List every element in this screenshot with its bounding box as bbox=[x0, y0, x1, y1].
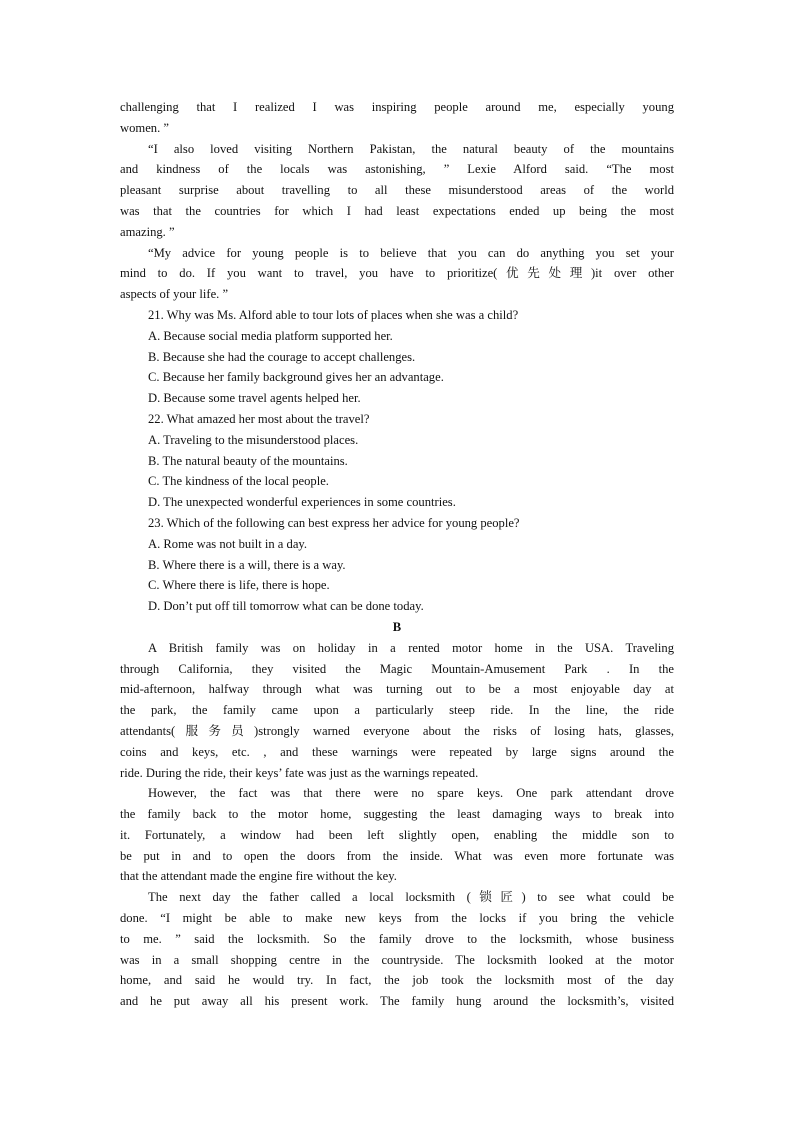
text-line: the family back to the motor home, suggesting the least damaging ways to break into bbox=[120, 807, 674, 822]
text-line: and kindness of the locals was astonishing, ” Lexie Alford said. “The most bbox=[120, 162, 674, 177]
text-line: A British family was on holiday in a rented motor home in the USA. Traveling bbox=[148, 640, 674, 655]
answer-option-a: A. Traveling to the misunderstood places. bbox=[148, 432, 359, 447]
answer-option-a: A. Because social media platform supported her. bbox=[148, 328, 393, 343]
text-line: The next day the father called a local locksmith (锁匠) to see what could be bbox=[148, 890, 674, 905]
question-22 bbox=[120, 409, 674, 513]
text-line: “My advice for young people is to believe that you can do anything you set your bbox=[148, 245, 674, 260]
text-line: amazing. ” bbox=[120, 224, 175, 239]
text-line: challenging that I realized I was inspiring people around me, especially young bbox=[120, 100, 674, 114]
question-stem: 21. Why was Ms. Alford able to tour lots of places when she was a child? bbox=[148, 307, 519, 322]
text-line: done. “I might be able to make new keys from the locks if you bring the vehicle bbox=[120, 911, 674, 926]
question-stem: 22. What amazed her most about the travel? bbox=[148, 411, 370, 426]
section-title-b: B bbox=[392, 619, 402, 634]
answer-option-c: C. Because her family background gives her an advantage. bbox=[148, 370, 444, 385]
text-line: mind to do. If you want to travel, you have to prioritize(优先处理)it over other bbox=[120, 266, 674, 281]
text-line: mid-afternoon, halfway through what was turning out to be a most enjoyable day at bbox=[120, 682, 674, 697]
answer-option-b: B. The natural beauty of the mountains. bbox=[148, 453, 348, 468]
text-line: home, and said he would try. In fact, the job took the locksmith most of the day bbox=[120, 973, 674, 988]
text-line: women. ” bbox=[120, 120, 169, 135]
answer-option-d: D. Because some travel agents helped her. bbox=[148, 391, 361, 406]
text-line: was that the countries for which I had least expectations ended up being the most bbox=[120, 203, 674, 218]
text-line: was in a small shopping centre in the countryside. The locksmith looked at the motor bbox=[120, 952, 674, 967]
text-line: through California, they visited the Magic Mountain-Amusement Park . In the bbox=[120, 661, 674, 676]
text-line: aspects of your life. ” bbox=[120, 287, 229, 302]
text-line: to me. ” said the locksmith. So the family drove to the locksmith, whose business bbox=[120, 931, 674, 946]
passage-b bbox=[120, 638, 674, 1012]
text-line: coins and keys, etc. , and these warnings were repeated by large signs around the bbox=[120, 744, 674, 759]
answer-option-c: C. Where there is life, there is hope. bbox=[148, 578, 330, 593]
answer-option-d: D. The unexpected wonderful experiences in some countries. bbox=[148, 495, 456, 510]
answer-option-d: D. Don’t put off till tomorrow what can be done today. bbox=[148, 599, 424, 614]
text-line: be put in and to open the doors from the inside. What was even more fortunate was bbox=[120, 848, 674, 863]
text-line: attendants(服务员)strongly warned everyone about the risks of losing hats, glasses, bbox=[120, 723, 674, 738]
text-line: However, the fact was that there were no spare keys. One park attendant drove bbox=[148, 786, 674, 801]
question-23 bbox=[120, 513, 674, 617]
answer-option-a: A. Rome was not built in a day. bbox=[148, 536, 308, 551]
text-line: it. Fortunately, a window had been left slightly open, enabling the middle son to bbox=[120, 827, 674, 842]
passage-a-tail bbox=[120, 97, 674, 305]
text-line: that the attendant made the engine fire without the key. bbox=[120, 869, 397, 884]
question-stem: 23. Which of the following can best express her advice for young people? bbox=[148, 515, 520, 530]
answer-option-b: B. Because she had the courage to accept challenges. bbox=[148, 349, 416, 364]
text-line: pleasant surprise about travelling to all these misunderstood areas of the world bbox=[120, 183, 674, 198]
text-line: the park, the family came upon a particularly steep ride. In the line, the ride bbox=[120, 703, 674, 718]
answer-option-b: B. Where there is a will, there is a way. bbox=[148, 557, 346, 572]
text-line: ride. During the ride, their keys’ fate was just as the warnings repeated. bbox=[120, 765, 479, 780]
document-page bbox=[120, 97, 674, 1012]
text-line: and he put away all his present work. The family hung around the locksmith’s, visited bbox=[120, 994, 674, 1009]
answer-option-c: C. The kindness of the local people. bbox=[148, 474, 329, 489]
text-line: “I also loved visiting Northern Pakistan, the natural beauty of the mountains bbox=[148, 141, 674, 156]
question-21 bbox=[120, 305, 674, 409]
